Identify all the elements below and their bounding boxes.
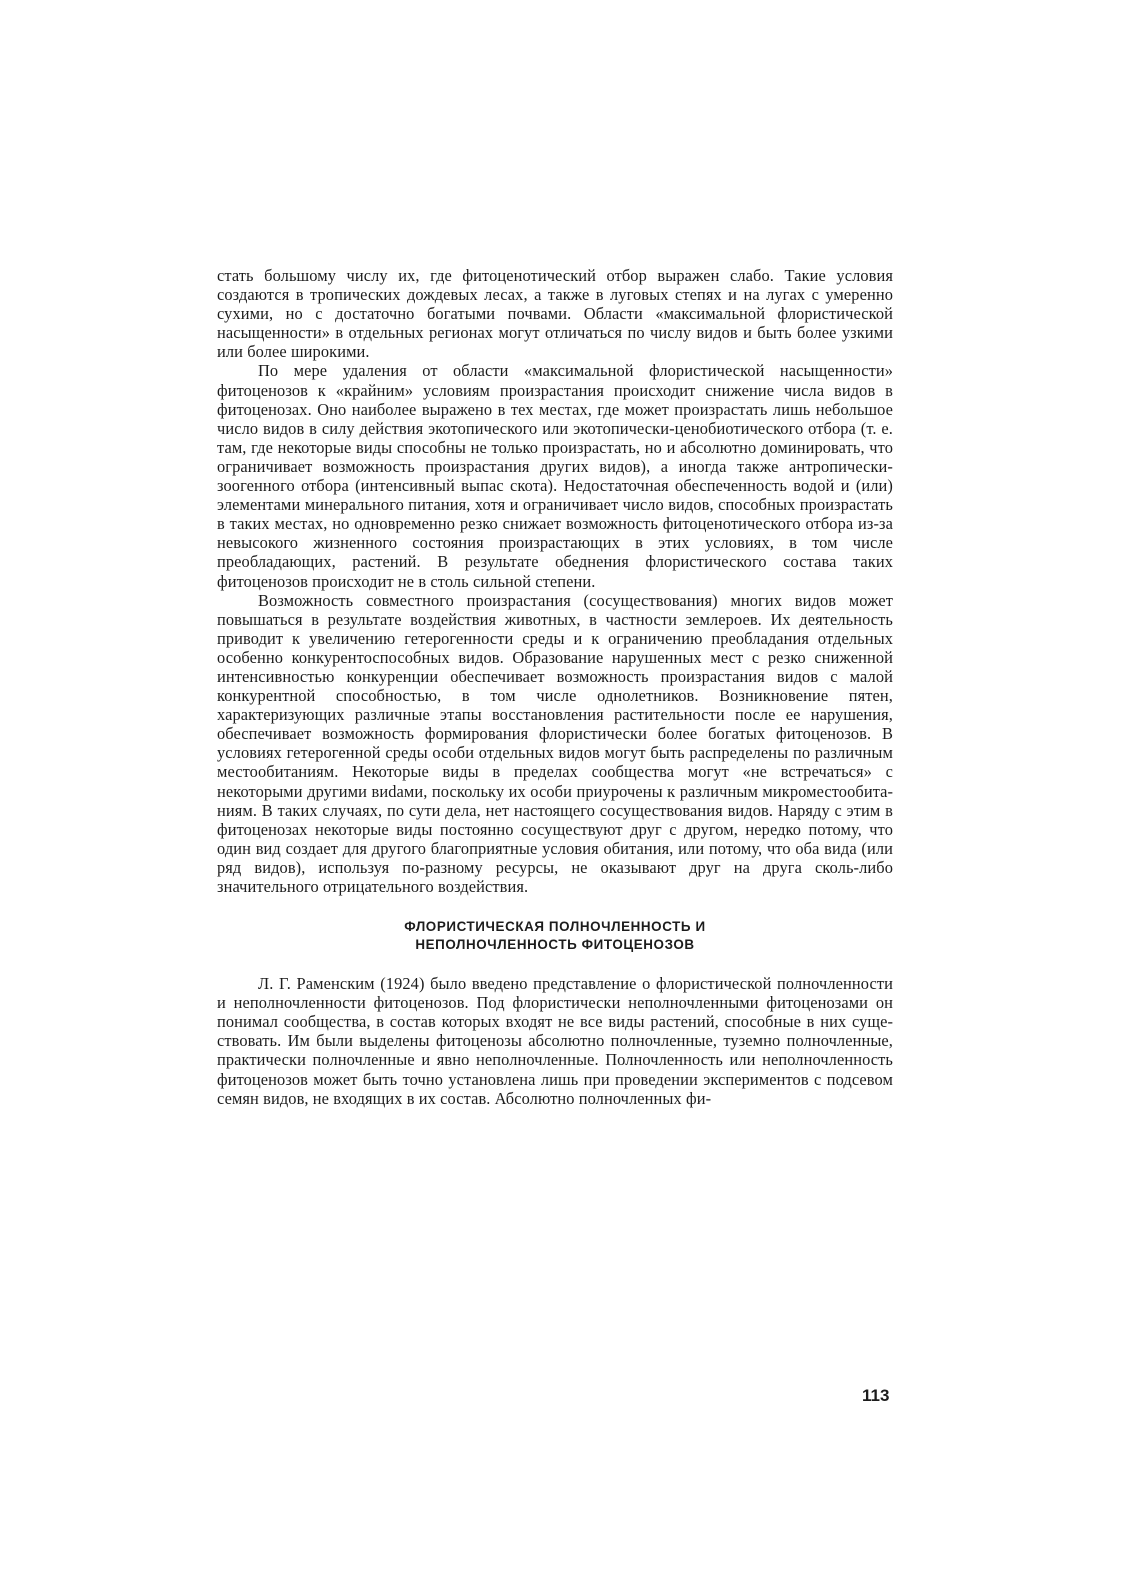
- paragraph-3: Возможность совместного произрастания (сосуществования) многих видов может повышаться в результате воздействия животных, в частности землероев. Их деятельность приводит к увеличению гетерогенности среды и к ограничению преобладания отдельных особенно конкурентоспособных видов. Образование нарушенных мест с резко сниженной интенсивностью конкуренции обеспечивает возможность произрастания видов с малой конкурентной способностью, в том числе однолетников. Возникновение пятен, характеризующих различные этапы восстановления растительности после ее нарушения, обеспечивает возможность формирования флористически более богатых фитоценозов. В условиях гетерогенной среды особи отдельных видов могут быть распределены по различным местообитаниям. Некоторые виды в пределах сообщества могут «не встречаться» с некоторыми другими виdами, поскольку их особи приурочены к различным микроместообитаниям. В таких случаях, по сути дела, нет настоящего сосуществования видов. Наряду с этим в фитоценозах некоторые виды постоянно сосуществуют друг с другом, нередко потому, что один вид создает для другого благоприятные условия обитания, или потому, что оба вида (или ряд видов), используя по-разному ресурсы, не оказывают друг на друга сколь-либо значительного отрицательного воздействия.: [217, 590, 893, 896]
- paragraph-4: Л. Г. Раменским (1924) было введено представление о флористической полночленности и неполночленности фитоценозов. Под флористически неполночленными фитоценозами он понимал сообщества, в состав которых входят не все виды растений, способные в них существовать. Им были выделены фитоценозы абсолютно полночленные, туземно полночленные, практически полночленные и явно неполночленные. Полночленность или неполночленность фитоценозов может быть точно установлена лишь при проведении экспериментов с подсевом семян видов, не входящих в их состав. Абсолютно полночленных фи-: [217, 974, 893, 1108]
- section-heading-line-2: НЕПОЛНОЧЛЕННОСТЬ ФИТОЦЕНОЗОВ: [415, 937, 695, 953]
- page-number: 113: [862, 1386, 890, 1405]
- paragraph-1: стать большому числу их, где фитоценотический отбор выражен слабо. Такие условия создаются в тропических дождевых лесах, а также в луговых степях и на лугах с умеренно сухими, но с достаточно богатыми почвами. Области «максимальной флористической насыщенности» в отдельных регионах могут отличаться по числу видов и быть более узкими или более широкими.: [217, 266, 893, 362]
- section-heading: [217, 918, 893, 954]
- page-body: [217, 266, 893, 1108]
- paragraph-2: По мере удаления от области «максимальной флористической насыщенности» фитоценозов к «крайним» условиям произрастания происходит снижение числа видов в фитоценозах. Оно наиболее выражено в тех местах, где может произрастать лишь небольшое число видов в силу действия экотопического или экотопически-ценобиотического отбора (т. е. там, где некоторые виды способны не только произрастать, но и абсолютно доминировать, что ограничивает возможность произрастания других видов), а иногда также антропически-зоогенного отбора (интенсивный выпас скота). Недостаточная обеспеченность водой и (или) элементами минерального питания, хотя и ограничивает число видов, способных произрастать в таких местах, но одновременно резко снижает возможность фитоценотического отбора из-за невысокого жизненного состояния произрастающих в этих условиях, в том числе преобладающих, растений. В результате обеднения флористического состава таких фитоценозов происходит не в столь сильной степени.: [217, 361, 893, 591]
- section-heading-line-1: ФЛОРИСТИЧЕСКАЯ ПОЛНОЧЛЕННОСТЬ И: [404, 919, 706, 935]
